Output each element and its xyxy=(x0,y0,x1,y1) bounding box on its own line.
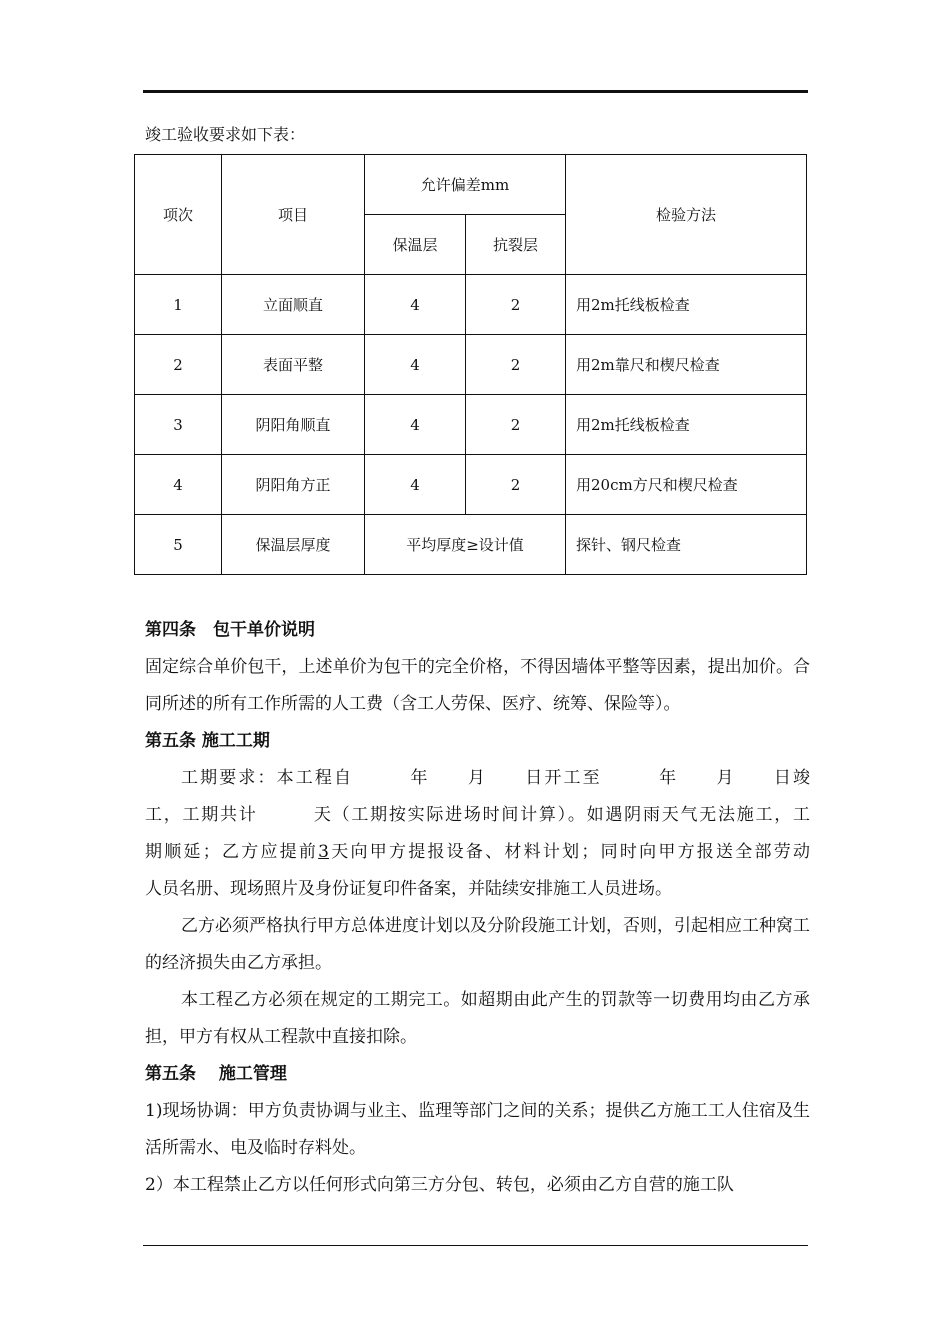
cell-item: 阴阳角方正 xyxy=(222,455,365,515)
contract-body xyxy=(145,612,810,1204)
paragraph: 本工程乙方必须在规定的工期完工。如超期由此产生的罚款等一切费用均由乙方承担，甲方有权从工程款中直接扣除。 xyxy=(145,990,810,1047)
cell-index: 4 xyxy=(135,455,222,515)
cell-index: 2 xyxy=(135,335,222,395)
cell-method: 用2m托线板检查 xyxy=(566,395,807,455)
cell-index: 3 xyxy=(135,395,222,455)
cell-crack: 2 xyxy=(466,275,566,335)
text-span: 天向甲方提报设备、材料计划；同时向甲方报送全部劳动 xyxy=(329,842,811,862)
header-crack: 抗裂层 xyxy=(466,215,566,275)
section-heading: 第五条 施工管理 xyxy=(145,1064,287,1084)
section-heading: 第四条 包干单价说明 xyxy=(145,620,315,640)
table-row xyxy=(135,515,807,575)
paragraph-line: 人员名册、现场照片及身份证复印件备案，并陆续安排施工人员进场。 xyxy=(145,879,672,899)
table-row xyxy=(135,335,807,395)
cell-method: 用2m靠尺和楔尺检查 xyxy=(566,335,807,395)
cell-item: 保温层厚度 xyxy=(222,515,365,575)
paragraph: 固定综合单价包干，上述单价为包干的完全价格，不得因墙体平整等因素，提出加价。合同所述的所有工作所需的人工费（含工人劳保、医疗、统筹、保险等）。 xyxy=(145,657,810,714)
cell-insulation: 4 xyxy=(365,455,466,515)
cell-method: 用20cm方尺和楔尺检查 xyxy=(566,455,807,515)
cell-method: 用2m托线板检查 xyxy=(566,275,807,335)
cell-crack: 2 xyxy=(466,395,566,455)
paragraph: 2）本工程禁止乙方以任何形式向第三方分包、转包，必须由乙方自营的施工队 xyxy=(145,1175,734,1195)
table-row xyxy=(135,455,807,515)
header-tolerance: 允许偏差mm xyxy=(365,155,566,215)
cell-insulation: 4 xyxy=(365,275,466,335)
cell-insulation: 4 xyxy=(365,395,466,455)
acceptance-table xyxy=(134,154,807,575)
text-span: 期顺延；乙方应提前 xyxy=(145,842,319,862)
paragraph-line xyxy=(145,834,810,871)
cell-merged-tolerance: 平均厚度≥设计值 xyxy=(365,515,566,575)
cell-item: 表面平整 xyxy=(222,335,365,395)
paragraph-line: 工，工期共计 天（工期按实际进场时间计算）。如遇阴雨天气无法施工，工 xyxy=(145,805,810,825)
cell-crack: 2 xyxy=(466,335,566,395)
paragraph: 1)现场协调：甲方负责协调与业主、监理等部门之间的关系；提供乙方施工工人住宿及生活所需水、电及临时存料处。 xyxy=(145,1101,810,1158)
table-row xyxy=(135,275,807,335)
table-row xyxy=(135,395,807,455)
cell-item: 阴阳角顺直 xyxy=(222,395,365,455)
header-method: 检验方法 xyxy=(566,155,807,275)
cell-crack: 2 xyxy=(466,455,566,515)
table-header-row xyxy=(135,155,807,215)
header-insulation: 保温层 xyxy=(365,215,466,275)
table-intro: 竣工验收要求如下表： xyxy=(145,125,306,144)
cell-method: 探针、钢尺检查 xyxy=(566,515,807,575)
footer-rule xyxy=(143,1245,808,1246)
cell-item: 立面顺直 xyxy=(222,275,365,335)
cell-index: 5 xyxy=(135,515,222,575)
lead-days-value: 3 xyxy=(318,842,329,862)
header-rule xyxy=(143,90,808,93)
section-heading: 第五条 施工工期 xyxy=(145,731,270,751)
cell-insulation: 4 xyxy=(365,335,466,395)
header-index: 项次 xyxy=(135,155,222,275)
paragraph-line: 工期要求：本工程自 年 月 日开工至 年 月 日竣 xyxy=(181,768,810,788)
paragraph: 乙方必须严格执行甲方总体进度计划以及分阶段施工计划，否则，引起相应工种窝工的经济损失由乙方承担。 xyxy=(145,916,810,973)
header-item: 项目 xyxy=(222,155,365,275)
cell-index: 1 xyxy=(135,275,222,335)
